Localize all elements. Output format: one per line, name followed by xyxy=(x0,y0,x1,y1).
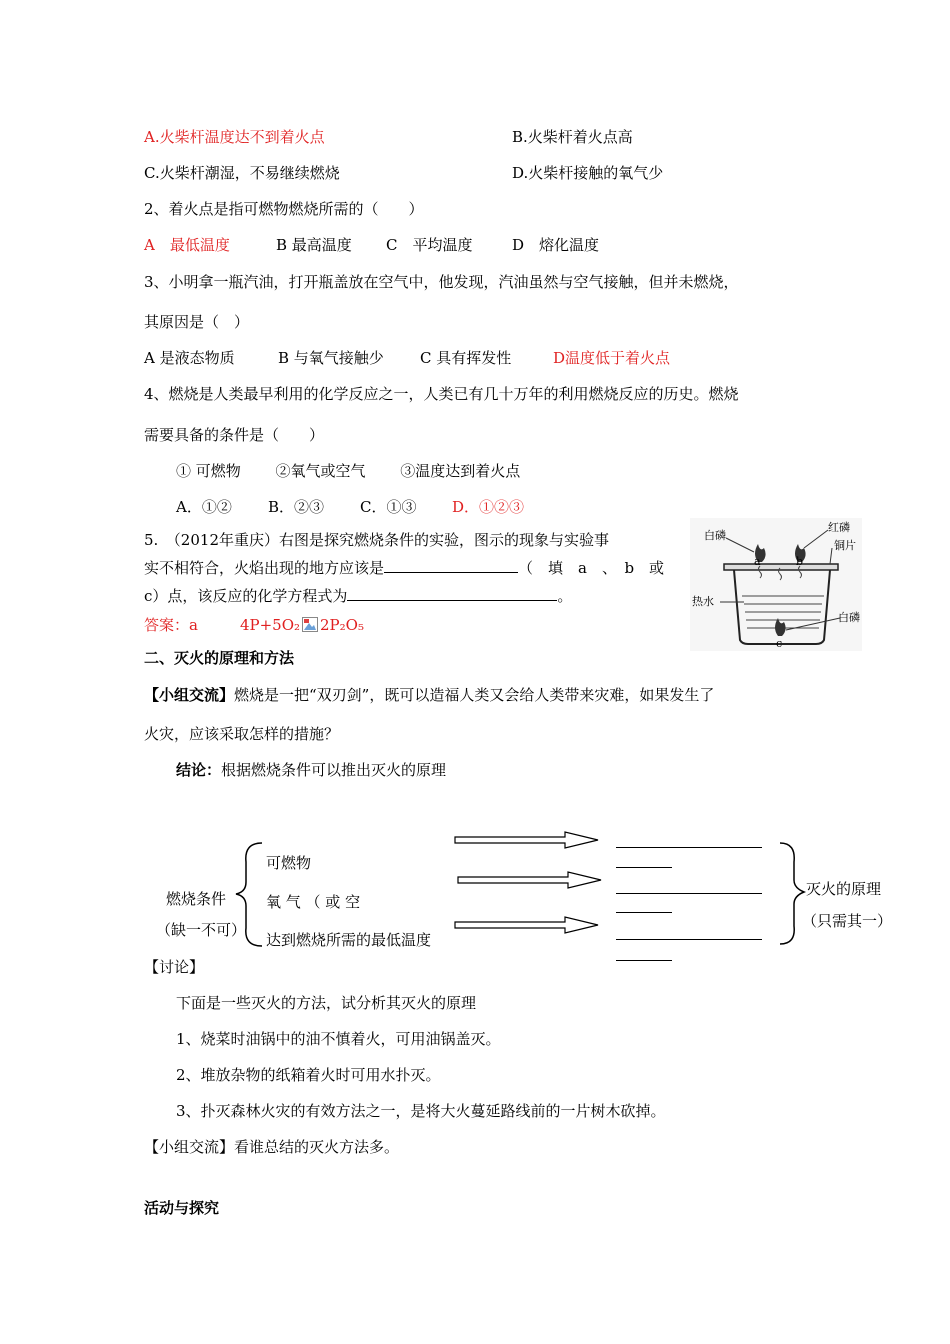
discussion-intro: 下面是一些灭火的方法，试分析其灭火的原理 xyxy=(176,994,477,1012)
q1-option-c: C.火柴杆潮湿，不易继续燃烧 xyxy=(144,164,340,182)
diagram-left-subtitle: （缺一不可） xyxy=(156,921,247,939)
arrow-2 xyxy=(458,872,601,888)
q5-answer-label: 答案：a xyxy=(144,616,198,634)
figure-label-white-phosphorus-top: 白磷 xyxy=(704,529,726,542)
section-2-heading: 二、灭火的原理和方法 xyxy=(144,649,295,667)
q3-option-b: B 与氧气接触少 xyxy=(278,349,384,367)
q3-option-d: D温度低于着火点 xyxy=(553,349,671,367)
q3-option-c: C 具有挥发性 xyxy=(420,349,512,367)
q4-option-b: B．②③ xyxy=(268,498,325,516)
diagram-condition-1: 可燃物 xyxy=(266,854,312,872)
diagram-condition-3: 达到燃烧所需的最低温度 xyxy=(266,931,432,949)
q2-option-b: B 最高温度 xyxy=(276,236,352,254)
q5-answer-eq-left: 4P+5O₂ xyxy=(239,616,301,634)
q1-option-d: D.火柴杆接触的氧气少 xyxy=(512,164,664,182)
q1-option-b: B.火柴杆着火点高 xyxy=(512,128,633,146)
q5-line-2-text: 实不相符合，火焰出现的地方应该是 xyxy=(144,559,385,577)
answer-line-2b[interactable] xyxy=(616,912,672,913)
q4-conditions: ① 可燃物 ②氧气或空气 ③温度达到着火点 xyxy=(176,462,521,480)
arrow-1 xyxy=(455,832,598,848)
answer-line-3a[interactable] xyxy=(616,939,762,940)
conclusion-label: 结论： xyxy=(176,761,222,779)
discussion-item-3: 3、扑灭森林火灾的有效方法之一，是将大火蔓延路线前的一片树木砍掉。 xyxy=(176,1102,666,1120)
figure-point-b: b xyxy=(796,555,804,568)
q3-stem-line-1: 3、小明拿一瓶汽油，打开瓶盖放在空气中，他发现，汽油虽然与空气接触，但并未燃烧， xyxy=(144,273,739,291)
q4-stem-line-2: 需要具备的条件是（ ） xyxy=(144,426,325,444)
figure-point-c: c xyxy=(776,637,783,650)
q5-line-3-tail: 。 xyxy=(557,587,573,605)
group-exchange-line-2: 火灾，应该采取怎样的措施？ xyxy=(144,725,340,743)
q5-answer-eq-right: 2P₂O₅ xyxy=(320,616,364,634)
figure-label-white-phosphorus-bottom: 白磷 xyxy=(838,611,860,624)
figure-point-a: a xyxy=(754,555,761,568)
q4-stem-line-1: 4、燃烧是人类最早利用的化学反应之一，人类已有几十万年的利用燃烧反应的历史。燃烧 xyxy=(144,385,739,403)
discussion-item-2: 2、堆放杂物的纸箱着火时可用水扑灭。 xyxy=(176,1066,441,1084)
q2-option-c: C 平均温度 xyxy=(386,236,473,254)
q5-line-3-text: c）点，该反应的化学方程式为 xyxy=(144,587,348,605)
answer-line-1b[interactable] xyxy=(616,867,672,868)
discussion-label: 【讨论】 xyxy=(144,958,205,976)
discussion-item-1: 1、烧菜时油锅中的油不慎着火，可用油锅盖灭。 xyxy=(176,1030,501,1048)
q3-stem-line-2: 其原因是（ ） xyxy=(144,313,250,331)
answer-line-1a[interactable] xyxy=(616,847,762,848)
q5-line-2-tail: （ 填 a 、 b 或 xyxy=(518,559,665,577)
diagram-right-subtitle: （只需其一） xyxy=(802,912,893,930)
figure-label-red-phosphorus: 红磷 xyxy=(828,521,850,534)
figure-label-hot-water: 热水 xyxy=(692,595,714,608)
diagram-condition-2: 氧 气 （ 或 空 xyxy=(266,893,361,911)
diagram-left-title: 燃烧条件 xyxy=(166,890,227,908)
q2-option-a: A 最低温度 xyxy=(144,236,230,254)
q4-option-c: C．①③ xyxy=(360,498,417,516)
arrow-3 xyxy=(455,917,598,933)
right-brace xyxy=(780,843,804,944)
answer-line-3b[interactable] xyxy=(616,960,672,961)
q3-option-a: A 是液态物质 xyxy=(144,349,235,367)
q5-line-1: 5. （2012年重庆）右图是探究燃烧条件的实验，图示的现象与实验事 xyxy=(144,531,609,549)
q4-option-a: A．①② xyxy=(176,498,232,516)
q4-option-d: D．①②③ xyxy=(452,498,525,516)
q1-option-a: A.火柴杆温度达不到着火点 xyxy=(144,128,325,146)
group-exchange-label: 【小组交流】 xyxy=(144,686,235,704)
conclusion-text: 根据燃烧条件可以推出灭火的原理 xyxy=(221,761,447,779)
activity-heading: 活动与探究 xyxy=(144,1199,220,1217)
figure-label-copper-plate: 铜片 xyxy=(834,539,856,552)
diagram-right-title: 灭火的原理 xyxy=(806,880,882,898)
q2-option-d: D 熔化温度 xyxy=(512,236,600,254)
group-exchange-text: 燃烧是一把“双刃剑”，既可以造福人类又会给人类带来灾难，如果发生了 xyxy=(234,686,715,704)
answer-line-2a[interactable] xyxy=(616,893,762,894)
group-exchange-2: 【小组交流】看谁总结的灭火方法多。 xyxy=(144,1138,400,1156)
q2-stem: 2、着火点是指可燃物燃烧所需的（ ） xyxy=(144,200,424,218)
